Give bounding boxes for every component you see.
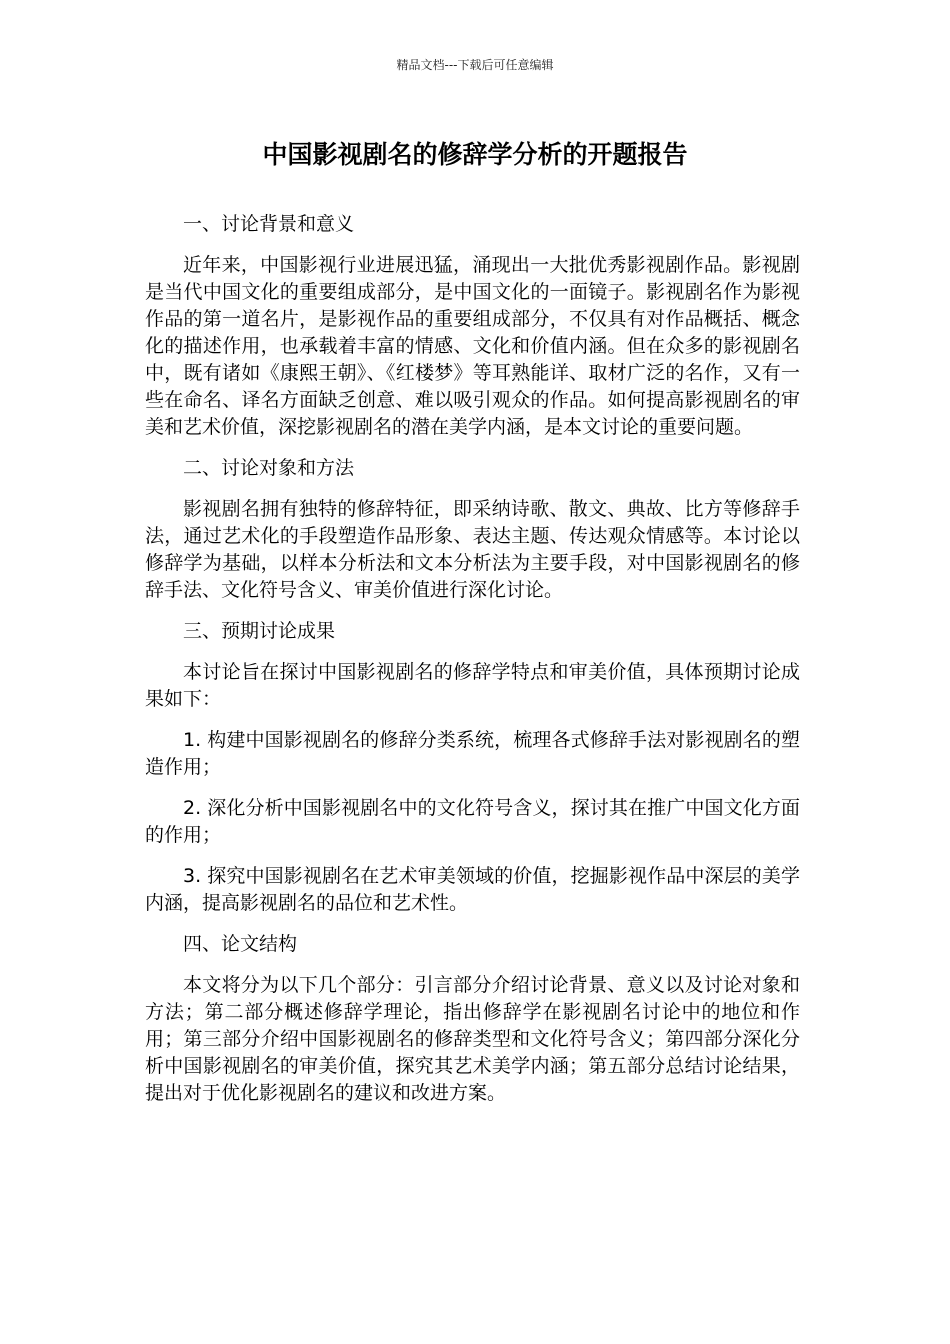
- section-heading: 三、预期讨论成果: [183, 620, 336, 642]
- header-note: 精品文档---下载后可任意编辑: [396, 58, 554, 72]
- paragraph: 本文将分为以下几个部分：引言部分介绍讨论背景、意义以及讨论对象和方法；第二部分概述修辞学理论，指出修辞学在影视剧名讨论中的地位和作用；第三部分介绍中国影视剧名的修辞类型和文化符号含义；第四部分深化分析中国影视剧名的审美价值，探究其艺术美学内涵；第五部分总结讨论结果，提出对于优化影视剧名的建议和改进方案。: [145, 974, 800, 1104]
- paragraph: 影视剧名拥有独特的修辞特征，即采纳诗歌、散文、典故、比方等修辞手法，通过艺术化的手段塑造作品形象、表达主题、传达观众情感等。本讨论以修辞学为基础，以样本分析法和文本分析法为主要手段，对中国影视剧名的修辞手法、文化符号含义、审美价值进行深化讨论。: [145, 498, 800, 601]
- list-item: 2. 深化分析中国影视剧名中的文化符号含义，探讨其在推广中国文化方面的作用；: [145, 797, 800, 846]
- list-item: 1. 构建中国影视剧名的修辞分类系统，梳理各式修辞手法对影视剧名的塑造作用；: [145, 729, 800, 778]
- list-item: 3. 探究中国影视剧名在艺术审美领域的价值，挖掘影视作品中深层的美学内涵，提高影视剧名的品位和艺术性。: [145, 865, 800, 914]
- paragraph: 近年来，中国影视行业进展迅猛，涌现出一大批优秀影视剧作品。影视剧是当代中国文化的重要组成部分，是中国文化的一面镜子。影视剧名作为影视作品的第一道名片，是影视作品的重要组成部分，不仅具有对作品概括、概念化的描述作用，也承载着丰富的情感、文化和价值内涵。但在众多的影视剧名中，既有诸如《康熙王朝》、《红楼梦》等耳熟能详、取材广泛的名作，又有一些在命名、译名方面缺乏创意、难以吸引观众的作品。如何提高影视剧名的审美和艺术价值，深挖影视剧名的潜在美学内涵，是本文讨论的重要问题。: [145, 254, 800, 438]
- section-heading: 二、讨论对象和方法: [183, 457, 355, 479]
- document-body: [145, 211, 800, 1107]
- paragraph: 本讨论旨在探讨中国影视剧名的修辞学特点和审美价值，具体预期讨论成果如下：: [145, 661, 800, 710]
- section-heading: 四、论文结构: [183, 933, 298, 955]
- document-title: 中国影视剧名的修辞学分析的开题报告: [262, 140, 688, 169]
- section-heading: 一、讨论背景和意义: [183, 213, 355, 235]
